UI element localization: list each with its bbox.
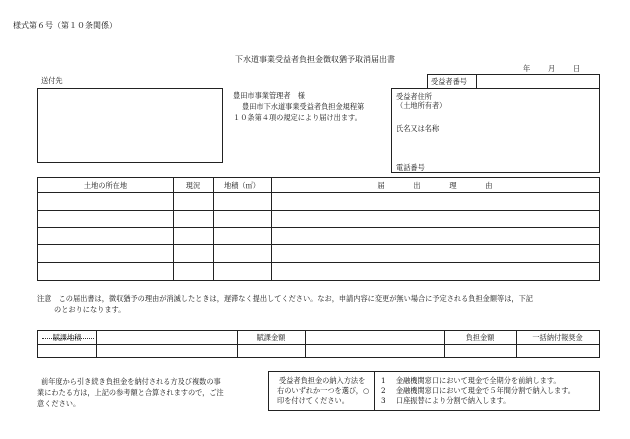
payment-method-text-2: 右のいずれか一つを選び，○: [277, 386, 370, 395]
footer-text-1: 前年度から引き続き負担金を納付される方及び複数の事: [41, 377, 221, 386]
payment-option-text: 金融機関窓口において現金で５年間分割で納入します。: [395, 386, 575, 395]
beneficiary-number-field[interactable]: [427, 74, 600, 89]
send-to-label: 送付先: [41, 76, 63, 85]
note-line-2: のとおりになります。: [54, 305, 126, 314]
name-label: 氏名又は名称: [396, 124, 440, 133]
payment-option-2[interactable]: [381, 386, 575, 395]
date-year: 年: [523, 64, 531, 73]
statement-line-2: １０条第４項の規定により届け出ます。: [233, 113, 362, 122]
footer-text-2: 業にわたる方は，上記の参考額と合算されますので，ご注: [37, 388, 224, 397]
footer-text-3: 意ください。: [37, 399, 81, 408]
payment-option-text: 口座振替により分割で納入します。: [395, 396, 511, 405]
land-table: [37, 177, 600, 281]
payment-option-3[interactable]: [381, 396, 510, 405]
payment-method-text-3: 印を付けてください。: [277, 396, 349, 405]
date-day: 日: [573, 64, 581, 73]
recipient: 豊田市事業管理者 様: [233, 91, 305, 100]
header-area: 地積（㎡）: [224, 180, 260, 190]
header-status: 現況: [185, 180, 201, 190]
phone-label: 電話番号: [396, 163, 425, 172]
payment-method-box: [268, 371, 600, 411]
header-reason: 届 出 理 由: [377, 180, 493, 190]
applicant-box: [391, 88, 600, 173]
assessment-table: [37, 330, 600, 358]
payment-option-number: 2: [381, 386, 386, 395]
header-location: 土地の所在地: [83, 180, 128, 190]
payment-option-1[interactable]: [381, 376, 561, 385]
beneficiary-number-label: 受益者番号: [431, 77, 467, 86]
form-number: 様式第６号（第１０条関係）: [13, 21, 117, 30]
send-to-box[interactable]: [37, 88, 223, 163]
payment-option-number: 3: [381, 396, 386, 405]
address-label: 受益者住所: [396, 92, 432, 101]
address-sub-label: （土地所有者）: [396, 101, 447, 110]
document-title: 下水道事業受益者負担金徴収猶予取消届出書: [235, 55, 395, 64]
lump-sum-reward-label: 一括納付報奨金: [532, 333, 583, 342]
assessed-amount-label: 賦課金額: [256, 333, 286, 342]
date-month: 月: [548, 64, 556, 73]
assessed-area-label: 賦課地積: [52, 333, 82, 342]
payment-option-number: 1: [381, 376, 386, 385]
note-line-1: 注意 この届出書は，徴収猶予の理由が消滅したときは，遅滞なく提出してください。なお，申請内容に変更が無い場合に予定される負担金額等は，下記: [37, 294, 533, 303]
payment-method-text-1: 受益者負担金の納入方法を: [279, 376, 366, 385]
payment-option-text: 金融機関窓口において現金で全期分を前納します。: [395, 376, 561, 385]
statement-line-1: 豊田市下水道事業受益者負担金規程第: [242, 102, 365, 111]
burden-amount-label: 負担金額: [465, 333, 495, 342]
